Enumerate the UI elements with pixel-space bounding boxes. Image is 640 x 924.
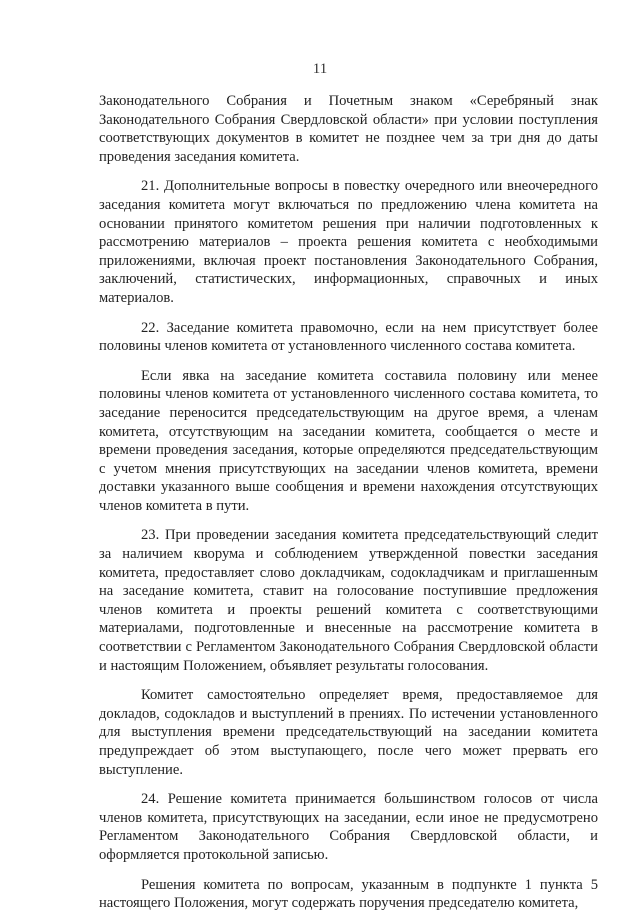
paragraph-continuation: Законодательного Собрания и Почетным знаком «Серебряный знак Законодательного Собрания Свердловской области» при условии поступления соответствующих документов в комитет не позднее чем за три дня до даты проведения заседания комитета.: [99, 93, 598, 165]
paragraph-item-21: 21. Дополнительные вопросы в повестку очередного или внеочередного заседания комитета могут включаться по предложению члена комитета на основании принятого комитетом решения при наличии подготовленных к рассмотрению материалов – проекта решения комитета с необходимыми приложениями, включая проект постановления Законодательного Собрания, заключений, статистических, информационных, справочных и иных материалов.: [99, 178, 598, 306]
paragraph-decisions: Решения комитета по вопросам, указанным в подпункте 1 пункта 5 настоящего Положения, могут содержать поручения председателю комитета,: [99, 876, 598, 912]
document-body: [99, 92, 598, 924]
paragraph-item-24: 24. Решение комитета принимается большинством голосов от числа членов комитета, присутствующих на заседании, если иное не предусмотрено Регламентом Законодательного Собрания Свердловской области, и оформляется протокольной записью.: [99, 791, 598, 863]
paragraph-item-23: 23. При проведении заседания комитета председательствующий следит за наличием кворума и соблюдением утвержденной повестки заседания комитета, предоставляет слово докладчикам, содокладчикам и приглашенным на заседание комитета, ставит на голосование поступившие предложения членов комитета и проекты решений комитета с соответствующими материалами, подготовленные и внесенные на рассмотрение комитета в соответствии с Регламентом Законодательного Собрания Свердловской области и настоящим Положением, объявляет результаты голосования.: [99, 527, 598, 674]
page-number: 11: [312, 61, 328, 77]
paragraph-item-22: 22. Заседание комитета правомочно, если на нем присутствует более половины членов комитета от установленного численного состава комитета.: [99, 319, 598, 355]
paragraph-speaking-time: Комитет самостоятельно определяет время, предоставляемое для докладов, содокладов и выступлений в прениях. По истечении установленного для выступления времени председательствующий на заседании комитета предупреждает об этом выступающего, после чего может прервать его выступление.: [99, 687, 598, 778]
paragraph-quorum-absence: Если явка на заседание комитета составила половину или менее половины членов комитета от установленного численного состава комитета, то заседание переносится председательствующим на другое время, а членам комитета, отсутствующим на заседании комитета, сообщается о месте и времени проведения заседания, которые определяются председательствующим с учетом мнения присутствующих на заседании членов комитета, времени доставки указанного выше сообщения и времени нахождения отсутствующих членов комитета в пути.: [99, 367, 598, 514]
